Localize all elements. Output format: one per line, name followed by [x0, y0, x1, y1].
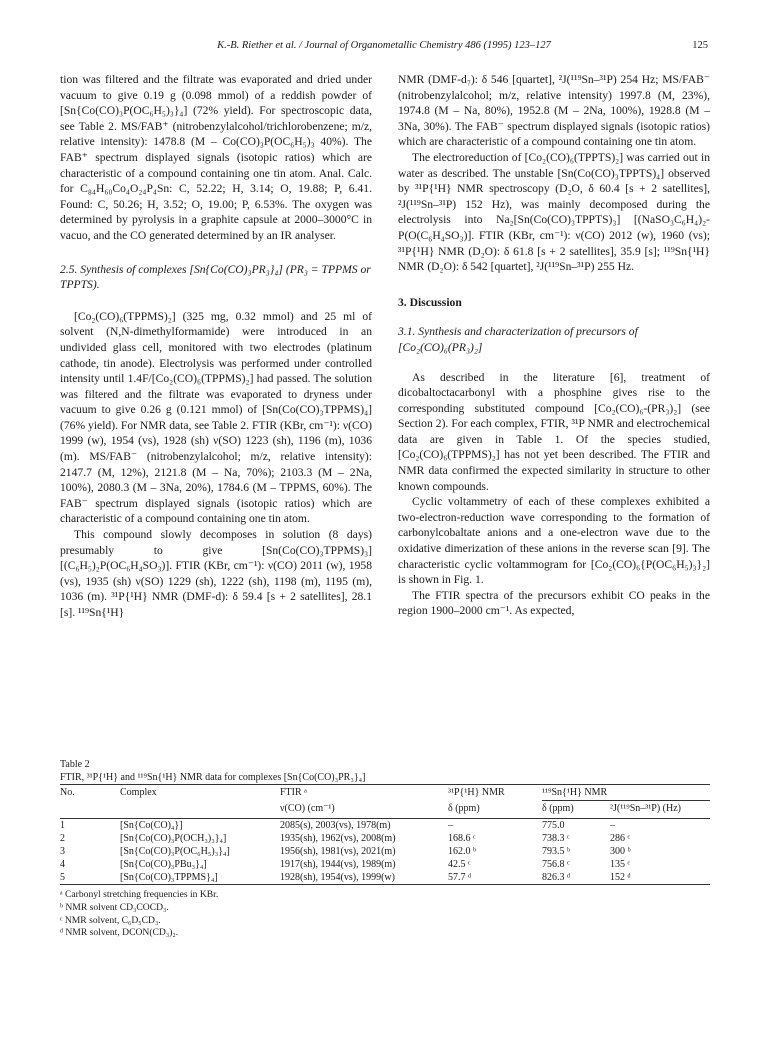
- table-cell-no: 5: [60, 871, 120, 885]
- table-cell-no: 1: [60, 820, 65, 831]
- paragraph: [Co₂(CO)₆(TPPMS)₂] (325 mg, 0.32 mmol) and 25 ml of solvent (N,N-dimethylformamide) were introduced in an undivided glass cell, monitored with two electrodes (platinum cathode, tin anode). Electrolysis was performed under controlled intensity until 1.4F/[Co₂(CO)₆(TPPMS)₂] had passed. The solution was filtered and the filtrate was evaporated to dryness under vacuum to give 0.26 g (0.121 mmol) of [Sn(Co(CO)₃TPPMS)₄] (76% yield). For NMR data, see Table 2. FTIR (KBr, cm⁻¹): ν(CO) 1999 (w), 1954 (vs), 1928 (sh) ν(SO) 1223 (sh), 1196 (m), 1036 (m). MS/FAB⁻ (nitrobenzylalcohol; m/z, relative intensity): 2147.7 (M, 12%), 2121.8 (M – Na, 70%); 2103.3 (M – 2Na, 100%), 2080.3 (M – 3Na, 20%), 1784.6 (M – TPPMS, 60%). The FAB⁻ spectrum displayed signals (isotopic ratios) which are characteristic of a compound containing one tin atom.: [60, 309, 372, 526]
- table-cell-no: 2: [60, 833, 65, 844]
- table-cell-j: 135 ᶜ: [610, 859, 631, 870]
- table-cell-ftir: 1928(sh), 1954(vs), 1999(w): [280, 871, 448, 885]
- table-label: Table 2: [60, 759, 90, 770]
- footnote: ᶜ NMR solvent, C₆D₅CD₃.: [60, 914, 161, 926]
- table-caption: FTIR, ³¹P{¹H} and ¹¹⁹Sn{¹H} NMR data for complexes [Sn{Co(CO)₃PR₃}₄]: [60, 772, 366, 783]
- table-cell-complex: [Sn{Co(CO)₃TPPMS}₄]: [120, 871, 280, 885]
- table-cell-sn: 738.3 ᶜ: [542, 833, 570, 844]
- table-cell-no: 3: [60, 846, 65, 857]
- table-cell-sn: 756.8 ᶜ: [542, 859, 570, 870]
- col-header-no: No.: [60, 785, 120, 817]
- col-subheader-p: δ (ppm): [448, 802, 480, 814]
- journal-citation: K.-B. Riether et al. / Journal of Organometallic Chemistry 486 (1995) 123–127: [217, 40, 551, 51]
- table-cell-sn: 793.5 ᵇ: [542, 846, 571, 857]
- left-column: [60, 72, 372, 621]
- section-heading: 3. Discussion: [398, 295, 462, 309]
- col-subheader-sn-j: ²J(¹¹⁹Sn–³¹P) (Hz): [610, 801, 710, 817]
- subsection-heading: 3.1. Synthesis and characterization of precursors of [Co₂(CO)₆(PR₃)₂]: [398, 325, 638, 354]
- page-number: 125: [692, 40, 708, 51]
- paragraph: The electroreduction of [Co₂(CO)₆(TPPTS)₂] was carried out in water as described. The unstable [Sn(Co(CO)₃TPPTS)₄] observed by ³¹P{¹H} NMR spectroscopy (D₂O, δ 60.4 [s + 2 satellites], ²J(¹¹⁹Sn–³¹P) 152 Hz), was mainly decomposed during the electrolysis into Na₂[Sn(Co(CO)₃TPPTS)₃] [(NaSO₃C₆H₄)₂-P(O(C₆H₄SO₃)]. FTIR (KBr, cm⁻¹): ν(CO) 2012 (w), 1960 (vs); ³¹P{¹H} NMR (D₂O): δ 61.8 [s + 2 satellites], 35.9 [s]; ¹¹⁹Sn{¹H} NMR (D₂O): δ 542 [quartet], ²J(¹¹⁹Sn–³¹P) 255 Hz.: [398, 150, 710, 274]
- col-subheader-ftir: ν(CO) (cm⁻¹): [280, 802, 335, 814]
- table-cell-no: 4: [60, 859, 65, 870]
- section-title: 2.5. Synthesis of complexes [Sn{Co(CO)₃PR₃}₄] (PR₃ = TPPMS or TPPTS).: [60, 262, 371, 292]
- table-cell-complex: [Sn{Co(CO)₃PBu₃}₄]: [120, 859, 207, 870]
- col-header-ftir: FTIR ᵃ: [280, 785, 448, 801]
- col-header-complex: Complex: [120, 785, 280, 817]
- table-cell-p: 162.0 ᵇ: [448, 846, 477, 857]
- col-subheader-sn-delta: δ (ppm): [542, 801, 610, 817]
- running-header: [60, 40, 708, 56]
- table-cell-p: 42.5 ᶜ: [448, 859, 471, 870]
- footnote: ᵇ NMR solvent CD₃COCD₃.: [60, 901, 169, 913]
- table-row: [60, 871, 710, 885]
- table-cell-ftir: 2085(s), 2003(vs), 1978(m): [280, 820, 391, 831]
- footnote: ᵈ NMR solvent, DCON(CD₃)₂.: [60, 927, 179, 939]
- paragraph: This compound slowly decomposes in solution (8 days) presumably to give [Sn(Co(CO)₃TPPMS)₃] [(C₆H₅)₂P(OC₆H₄SO₃)]. FTIR (KBr, cm⁻¹): ν(CO) 2011 (w), 1958 (vs), 1935 (sh) ν(SO) 1229 (sh), 1222 (sh), 1198 (m), 1195 (m), 1036 (m). ³¹P{¹H} NMR (DMF-d): δ 59.4 [s + 2 satellites], 28.1 [s]. ¹¹⁹Sn{¹H}: [60, 528, 372, 619]
- table-row: [60, 845, 710, 858]
- table-cell-p: –: [448, 820, 453, 831]
- table-cell-sn: 826.3 ᵈ: [542, 871, 610, 885]
- paragraph: NMR (DMF-d₇): δ 546 [quartet], ²J(¹¹⁹Sn–³¹P) 254 Hz; MS/FAB⁻ (nitrobenzylalcohol; m/z, relative intensity) 1997.8 (M, 23%), 1974.8 (M – Na, 80%), 1952.8 (M – 2Na, 100%), 1928.8 (M – 3Na, 30%). The FAB⁻ spectrum displayed signals (isotopic ratios) which are characteristic of a compound containing one tin atom.: [398, 73, 710, 149]
- paragraph: tion was filtered and the filtrate was evaporated and dried under vacuum to give 0.19 g (0.098 mmol) of a reddish powder of [Sn{Co(CO)₃P(OC₆H₅)₃}₄] (72% yield). For spectroscopic data, see Table 2. MS/FAB⁺ (nitrobenzylalcohol/trichlorobenzene; m/z, relative intensity): 1478.8 (M – Co(CO)₃P(OC₆H₅)₃ 40%). The FAB⁺ spectrum displayed signals (isotopic ratios) which are characteristic of a compound containing one tin atom. Anal. Calc. for C₈₄H₆₀Co₄O₂₄P₄Sn: C, 52.22; H, 3.14; O, 19.88; P, 6.41. Found: C, 50.26; H, 3.52; O, 19.00; P, 6.53%. The oxygen was determined by pyrolysis in a graphite capsule at 2000–3000°C in vacuo, and the CO generated determined by an IR analyser.: [60, 73, 372, 242]
- footnote: ᵃ Carbonyl stretching frequencies in KBr.: [60, 889, 219, 900]
- paragraph: As described in the literature [6], treatment of dicobaltoctacarbonyl with a phosphine gives rise to the corresponding substituted compound [Co₂(CO)₆-(PR₃)₂] (see Section 2). For each complex, FTIR, ³¹P NMR and electrochemical data are given in Table 1. Of the species studied, [Co₂(CO)₆(TPPMS)₂] has not yet been described. The FTIR and NMR data confirmed the expected similarity in structure to other known compounds.: [398, 370, 710, 493]
- table-cell-p: 57.7 ᵈ: [448, 871, 542, 885]
- col-header-p-nmr: ³¹P{¹H} NMR: [448, 785, 542, 801]
- table-cell-j: 152 ᵈ: [610, 871, 710, 885]
- table-row: [60, 858, 710, 871]
- col-header-sn-nmr: ¹¹⁹Sn{¹H} NMR: [542, 785, 710, 801]
- table-cell-sn: 775.0: [542, 820, 565, 831]
- table-footnotes: [60, 889, 710, 940]
- table-row: [60, 819, 710, 833]
- table-2: [60, 758, 710, 940]
- table-cell-j: 300 ᵇ: [610, 846, 631, 857]
- right-column: [398, 72, 710, 619]
- table-cell-ftir: 1956(sh), 1981(vs), 2021(m): [280, 846, 396, 857]
- table-cell-j: 286 ᶜ: [610, 833, 631, 844]
- table-row: [60, 832, 710, 845]
- table-cell-p: 168.6 ᶜ: [448, 833, 476, 844]
- table-cell-complex: [Sn{Co(CO)₃P(OC₆H₅)₃}₄]: [120, 846, 230, 857]
- table-cell-complex: [Sn{Co(CO)₄}]: [120, 820, 183, 831]
- table-cell-complex: [Sn{Co(CO)₃P(OCH₃)₃}₄]: [120, 833, 227, 844]
- paragraph: The FTIR spectra of the precursors exhibit CO peaks in the region 1900–2000 cm⁻¹. As expected,: [398, 588, 710, 618]
- paragraph: Cyclic voltammetry of each of these complexes exhibited a two-electron-reduction wave corresponding to the formation of carbonylcobaltate anions and a one-electron wave due to the oxidative dimerization of these anions in the reverse scan [9]. The characteristic cyclic voltammogram for [Co₂(CO)₆{P(OC₆H₅)₃}₂] is shown in Fig. 1.: [398, 495, 710, 587]
- table-cell-ftir: 1917(sh), 1944(vs), 1989(m): [280, 859, 396, 870]
- nmr-data-table: [60, 784, 710, 885]
- table-cell-ftir: 1935(sh), 1962(vs), 2008(m): [280, 833, 396, 844]
- table-cell-j: –: [610, 820, 615, 831]
